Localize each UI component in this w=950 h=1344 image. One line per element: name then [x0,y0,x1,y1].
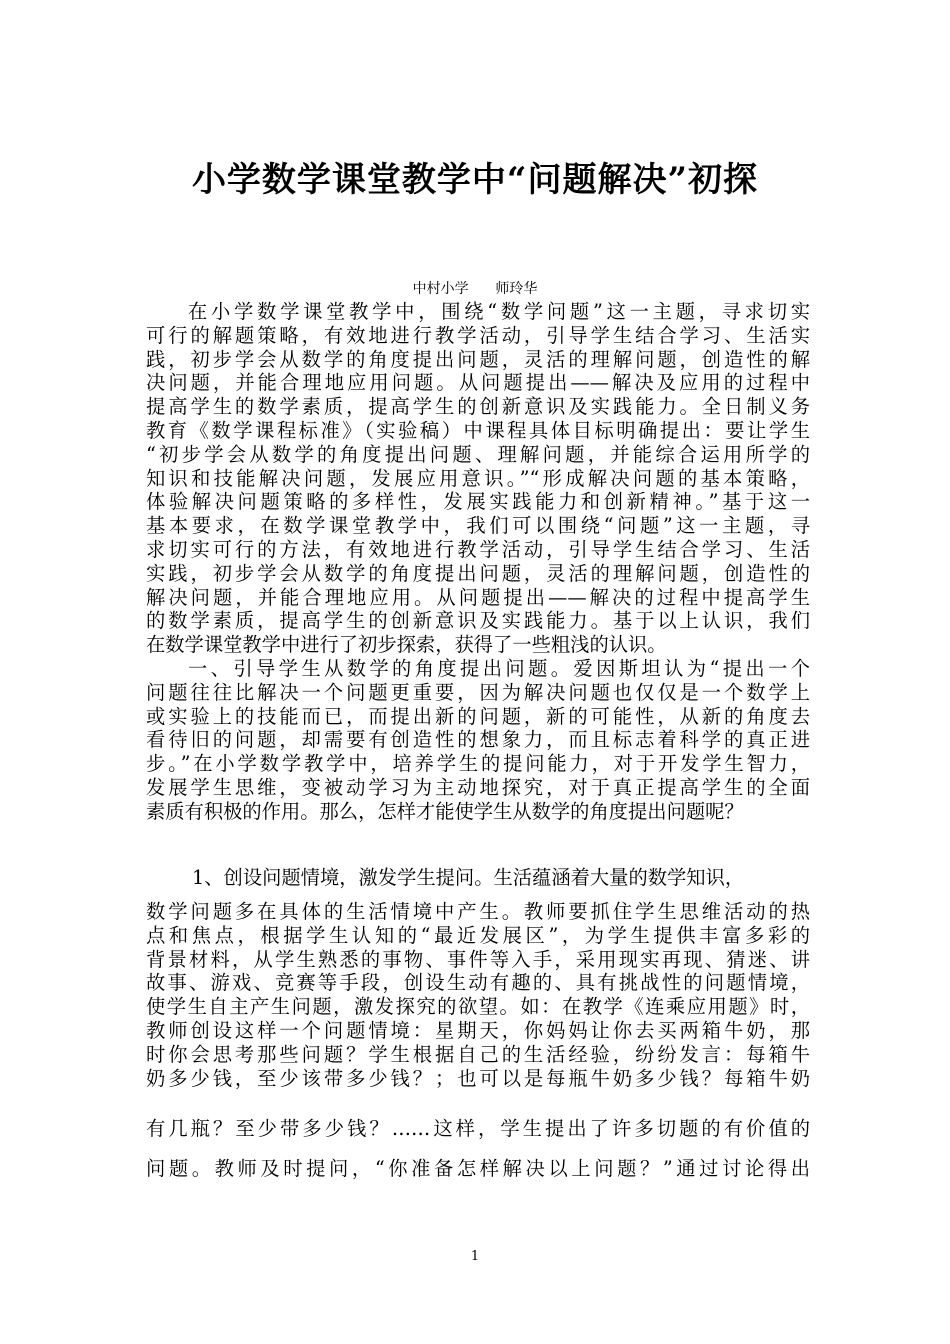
paragraph-line: 数学问题多在具体的生活情境中产生。教师要抓住学生思维活动的热 [146,900,810,923]
paragraph-line: 在数学课堂教学中进行了初步探索，获得了一些粗浅的认识。 [146,633,667,657]
paragraph-line: 问题往往比解决一个问题更重要，因为解决问题也仅仅是一个数学上 [146,680,810,704]
paragraph-line: 步。”在小学数学教学中，培养学生的提问能力，对于开发学生智力， [146,752,810,776]
paragraph-line: 有几瓶？至少带多少钱？……这样，学生提出了许多切题的有价值的 [146,1117,810,1140]
paragraph-line: 素质有积极的作用。那么，怎样才能使学生从数学的角度提出问题呢？ [146,799,744,823]
paragraph-line: 提高学生的数学素质，提高学生的创新意识及实践能力。全日制义务 [146,395,810,419]
paragraph-line: 解决问题，并能合理地应用。从问题提出——解决的过程中提高学生 [146,585,810,609]
paragraph-line: 一、引导学生从数学的角度提出问题。爱因斯坦认为“提出一个 [188,657,810,680]
paragraph-line: 使学生自主产生问题，激发探究的欲望。如：在教学《连乘应用题》时， [146,995,810,1019]
paragraph-line: 体验解决问题策略的多样性，发展实践能力和创新精神。”基于这一 [146,490,810,514]
paragraph-line: 践，初步学会从数学的角度提出问题，灵活的理解问题，创造性的解 [146,347,810,371]
subsection-heading-line: 1、创设问题情境，激发学生提问。生活蕴涵着大量的数学知识， [192,866,745,889]
document-title: 小学数学课堂教学中“问题解决”初探 [191,160,759,200]
paragraph-line: 基本要求，在数学课堂教学中，我们可以围绕“问题”这一主题，寻 [146,514,810,538]
paragraph-line: 决问题，并能合理地应用问题。从问题提出——解决及应用的过程中 [146,371,810,395]
page-number: 1 [470,1249,480,1264]
paragraph-line: 教育《数学课程标准》（实验稿）中课程具体目标明确提出：要让学生 [146,418,810,442]
paragraph-intro [146,300,810,657]
paragraph-subsection-one [146,900,810,1090]
paragraph-line: 发展学生思维，变被动学习为主动地探究，对于真正提高学生的全面 [146,775,810,799]
paragraph-line: “初步学会从数学的角度提出问题、理解问题，并能综合运用所学的 [146,442,810,466]
author-line: 中村小学 师玲华 [412,281,538,297]
paragraph-line: 问题。教师及时提问，“你准备怎样解决以上问题？”通过讨论得出 [146,1157,810,1180]
paragraph-line: 在小学数学课堂教学中，围绕“数学问题”这一主题，寻求切实 [188,300,810,323]
paragraph-line: 可行的解题策略，有效地进行教学活动，引导学生结合学习、生活实 [146,323,810,347]
paragraph-line: 背景材料，从学生熟悉的事物、事件等入手，采用现实再现、猜迷、讲 [146,947,810,971]
paragraph-line: 故事、游戏、竞赛等手段，创设生动有趣的、具有挑战性的问题情境， [146,971,810,995]
paragraph-line: 知识和技能解决问题，发展应用意识。”“形成解决问题的基本策略， [146,466,810,490]
paragraph-section-one [146,657,810,824]
paragraph-line: 的数学素质，提高学生的创新意识及实践能力。基于以上认识，我们 [146,609,810,633]
paragraph-line: 教师创设这样一个问题情境：星期天，你妈妈让你去买两箱牛奶，那 [146,1018,810,1042]
paragraph-line: 或实验上的技能而已，而提出新的问题，新的可能性，从新的角度去 [146,704,810,728]
paragraph-line: 实践，初步学会从数学的角度提出问题，灵活的理解问题，创造性的 [146,561,810,585]
paragraph-line: 点和焦点，根据学生认知的“最近发展区”，为学生提供丰富多彩的 [146,923,810,947]
paragraph-line: 看待旧的问题，却需要有创造性的想象力，而且标志着科学的真正进 [146,728,810,752]
paragraph-line: 时你会思考那些问题？学生根据自己的生活经验，纷纷发言：每箱牛 [146,1042,810,1066]
paragraph-line: 奶多少钱，至少该带多少钱？；也可以是每瓶牛奶多少钱？每箱牛奶 [146,1066,810,1090]
paragraph-line: 求切实可行的方法，有效地进行教学活动，引导学生结合学习、生活 [146,537,810,561]
